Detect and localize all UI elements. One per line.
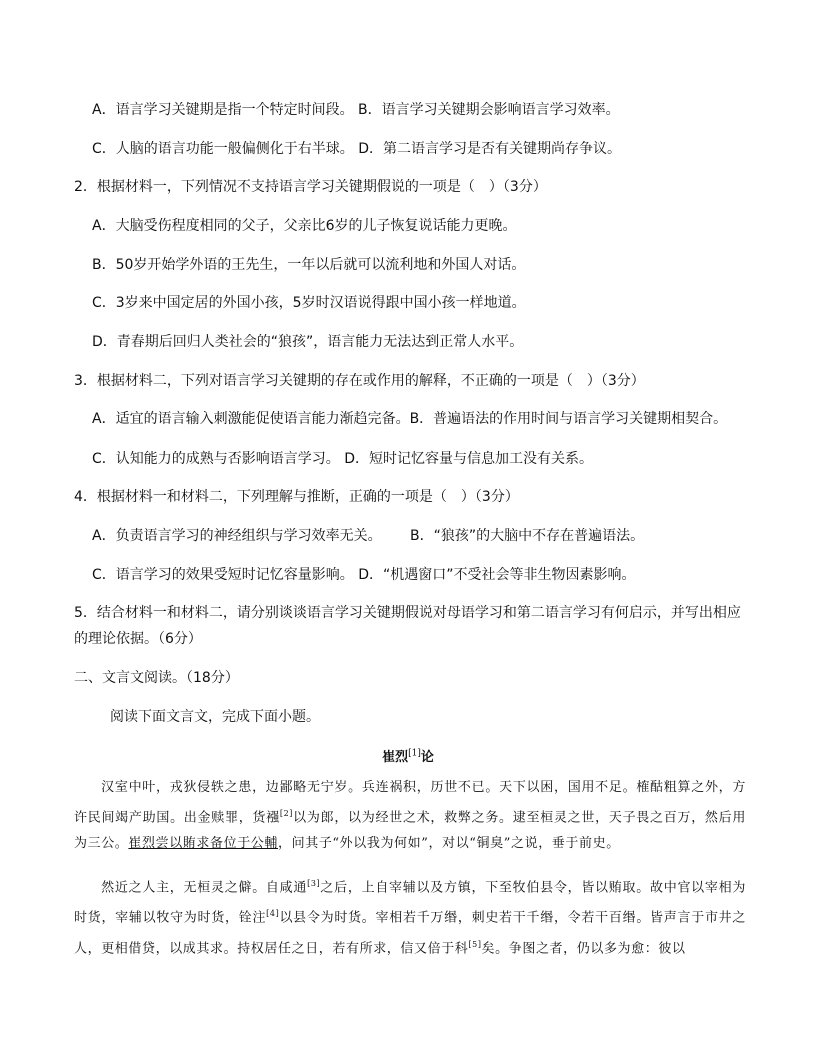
- p1-text-b: 以为郎，以为经世之术，救弊之务。逮至桓灵之世，天子畏之百万，然后用为三公。: [74, 810, 746, 852]
- footnote-mark-5: [5]: [468, 939, 482, 949]
- passage-paragraph-2: [74, 871, 746, 962]
- title-footnote-mark: [1]: [408, 748, 421, 759]
- title-text-pre: 崔烈: [382, 750, 409, 765]
- q1-options-cd: C．人脑的语言功能一般偏侧化于右半球。 D．第二语言学习是否有关键期尚存争议。: [92, 141, 622, 157]
- q4-options-cd: C．语言学习的效果受短时记忆容量影响。 D．“机遇窗口”不受社会等非生物因素影响。: [92, 567, 636, 583]
- title-text-post: 论: [420, 750, 434, 765]
- q3-options-cd: C．认知能力的成熟与否影响语言学习。 D．短时记忆容量与信息加工没有关系。: [92, 451, 594, 467]
- p1-text-a: 汉室中叶，戎狄侵轶之患，边鄙略无宁岁。兵连祸积，历世不已。天下以困，国用不足。榷酤粗算之外，方许民间竭产助国。出金赎罪，货襁: [74, 780, 746, 826]
- q2-option-d: D．青春期后回归人类社会的“狼孩”，语言能力无法达到正常人水平。: [92, 334, 524, 350]
- passage-title: [0, 746, 816, 765]
- footnote-mark-4: [4]: [266, 909, 280, 919]
- section2-heading: 二、文言文阅读。（18分）: [74, 670, 239, 686]
- q4-option-b: B．“狼孩”的大脑中不存在普遍语法。: [410, 528, 645, 544]
- p2-text-b: 之后，上自宰辅以及方镇，下至牧伯县令，皆以贿取。故中官以宰相为时货，宰辅以牧守为时货，铨注: [74, 880, 746, 926]
- q3-options-ab: A．适宜的语言输入刺激能促使语言能力渐趋完备。B．普遍语法的作用时间与语言学习关键期相契合。: [92, 411, 728, 427]
- footnote-mark-3: [3]: [307, 879, 321, 888]
- q3-stem: 3．根据材料二，下列对语言学习关键期的存在或作用的解释，不正确的一项是（ ）（3分）: [74, 373, 645, 389]
- footnote-mark-2: [2]: [279, 809, 294, 818]
- q2-option-c: C．3岁来中国定居的外国小孩，5岁时汉语说得跟中国小孩一样地道。: [92, 295, 526, 311]
- passage-paragraph-1: [74, 775, 746, 857]
- q4-option-a: A．负责语言学习的神经组织与学习效率无关。: [92, 528, 382, 544]
- q2-option-b: B．50岁开始学外语的王先生，一年以后就可以流利地和外国人对话。: [92, 257, 526, 273]
- q4-stem: 4．根据材料一和材料二，下列理解与推断，正确的一项是（ ）（3分）: [74, 489, 519, 505]
- q5-line1: 5．结合材料一和材料二，请分别谈谈语言学习关键期假说对母语学习和第二语言学习有何启示，并写出相应: [74, 605, 741, 621]
- q1-options-ab: A．语言学习关键期是指一个特定时间段。 B．语言学习关键期会影响语言学习效率。: [92, 102, 620, 118]
- q2-stem: 2．根据材料一，下列情况不支持语言学习关键期假说的一项是（ ）（3分）: [74, 179, 547, 195]
- p2-text-c: 以县令为时货。宰相若千万缗，刺史若干千缗，令若干百缗。皆声言于市井之人，更相借贷，以成其求。持权居任之日，若有所求，信又倍于科: [74, 910, 746, 956]
- p1-text-c: ，问其子“外以我为何如”，对以“铜臭”之说，垂于前史。: [278, 836, 620, 852]
- underlined-sentence: 崔烈尝以賄求备位于公輔: [128, 836, 279, 852]
- q2-option-a: A．大脑受伤程度相同的父子，父亲比6岁的儿子恢复说话能力更晚。: [92, 218, 517, 234]
- section2-instruction: 阅读下面文言文，完成下面小题。: [110, 709, 320, 725]
- p2-text-d: 矣。争图之者，仍以多为愈：彼以: [481, 940, 686, 956]
- q5-line2: 的理论依据。（6分）: [74, 631, 202, 647]
- p2-text-a: 然近之人主，无桓灵之僻。自咸通: [101, 880, 308, 896]
